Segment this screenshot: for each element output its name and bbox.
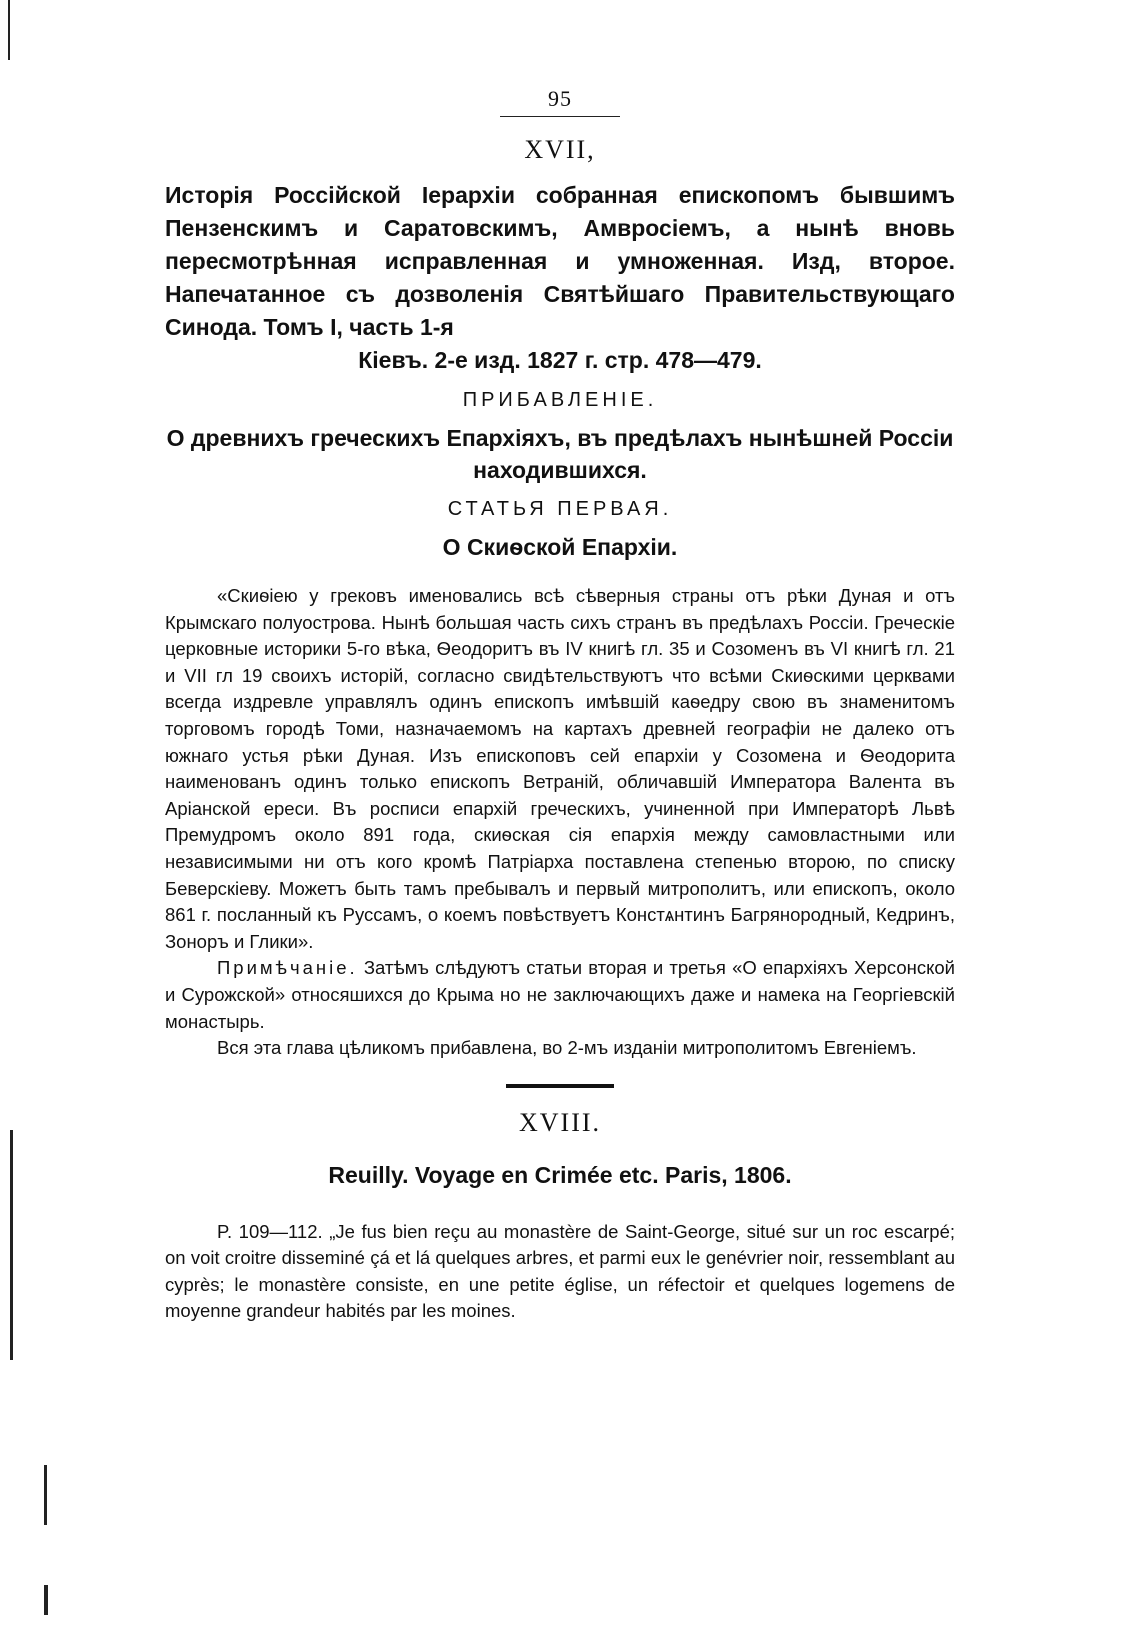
page-number: 95 xyxy=(500,86,620,117)
section-number-xvii: XVII, xyxy=(524,135,596,164)
scan-edge-mark xyxy=(8,0,10,60)
addendum-title: О древнихъ греческихъ Епархіяхъ, въ предѣлахъ нынѣшней Россіи находившихся. xyxy=(166,425,954,483)
french-book-title: Reuilly. Voyage en Crimée etc. Paris, 1806. xyxy=(328,1161,792,1188)
note-label: Примѣчаніе. xyxy=(217,957,358,979)
book-title xyxy=(165,179,955,377)
editorial-paragraph: Вся эта глава цѣликомъ прибавлена, во 2-мъ изданіи митрополитомъ Евгеніемъ. xyxy=(217,1037,917,1059)
note-text: Затѣмъ слѣдуютъ статьи вторая и третья «О епархіяхъ Херсонской и Сурожской» относяшихся до Крыма но не заключающихъ даже и намека на Георгіевскій монастырь. xyxy=(165,957,955,1032)
book-title-main: Исторія Россійской Іерархіи собранная епископомъ бывшимъ Пензенскимъ и Саратовскимъ, Амвросіемъ, а нынѣ вновь пересмотрѣнная исправленная и умноженная. Изд, второе. Напечатанное съ дозволенія Святѣйшаго Правительствующаго Синода. Томъ I, часть 1-я xyxy=(165,182,955,340)
section-number-xviii: XVIII. xyxy=(518,1107,602,1137)
scan-edge-mark xyxy=(44,1585,48,1615)
scan-edge-mark xyxy=(44,1465,47,1525)
article-heading: СТАТЬЯ ПЕРВАЯ. xyxy=(447,498,673,520)
note-paragraph xyxy=(165,955,955,1035)
french-quote-paragraph: P. 109—112. „Je fus bien reçu au monastère de Saint-George, situé sur un roc escarpé; on voit croitre disseminé çá et lá quelques arbres, et parmi eux le genévrier noir, ressemblant au cyprès; le monastère consiste, en une petite église, un réfectoir et quelques logemens de moyenne grandeur habités par les moines. xyxy=(165,1220,955,1322)
article-title: О Скиѳской Епархіи. xyxy=(442,534,678,560)
scan-edge-mark xyxy=(10,1130,13,1360)
book-title-edition: Кіевъ. 2-е изд. 1827 г. стр. 478—479. xyxy=(358,347,762,373)
document-page xyxy=(165,86,955,1325)
addendum-heading: ПРИБАВЛЕНІЕ. xyxy=(462,389,658,411)
quote-paragraph: «Скиѳіею у грековъ именовались всѣ сѣверныя страны отъ рѣки Дуная и отъ Крымскаго полуострова. Нынѣ большая часть сихъ странъ въ предѣлахъ Россіи. Греческіе церковные историки 5-го вѣка, Ѳеодоритъ въ IV книгѣ гл. 35 и Созоменъ въ VI книгѣ гл. 21 и VII гл 19 своихъ исторій, согласно свидѣтельствуютъ что всѣми Скиѳскими церквами всегда издревле управлялъ одинъ епископъ имѣвшій каѳедру свою въ знаменитомъ торговомъ городѣ Томи, назначаемомъ на картахъ древней географіи не далеко отъ южнаго устья рѣки Дуная. Изъ епископовъ сей епархіи у Созомена и Ѳеодорита наименованъ одинъ только епископъ Ветраній, обличавшій Императора Валента въ Аріанской ереси. Въ росписи епархій греческихъ, учиненной при Императорѣ Львѣ Премудромъ около 891 года, скиѳская сія епархія между самовластными или независимыми ни отъ кого кромѣ Патріарха поставлена степенью второю, по списку Беверскіеву. Можетъ быть тамъ пребывалъ и первый митрополитъ, или епископъ, около 861 г. посланный къ Руссамъ, о коемъ повѣствуетъ Констѧнтинъ Багрянородный, Кедринъ, Зоноръ и Глики». xyxy=(165,585,955,952)
section-divider xyxy=(506,1084,614,1088)
